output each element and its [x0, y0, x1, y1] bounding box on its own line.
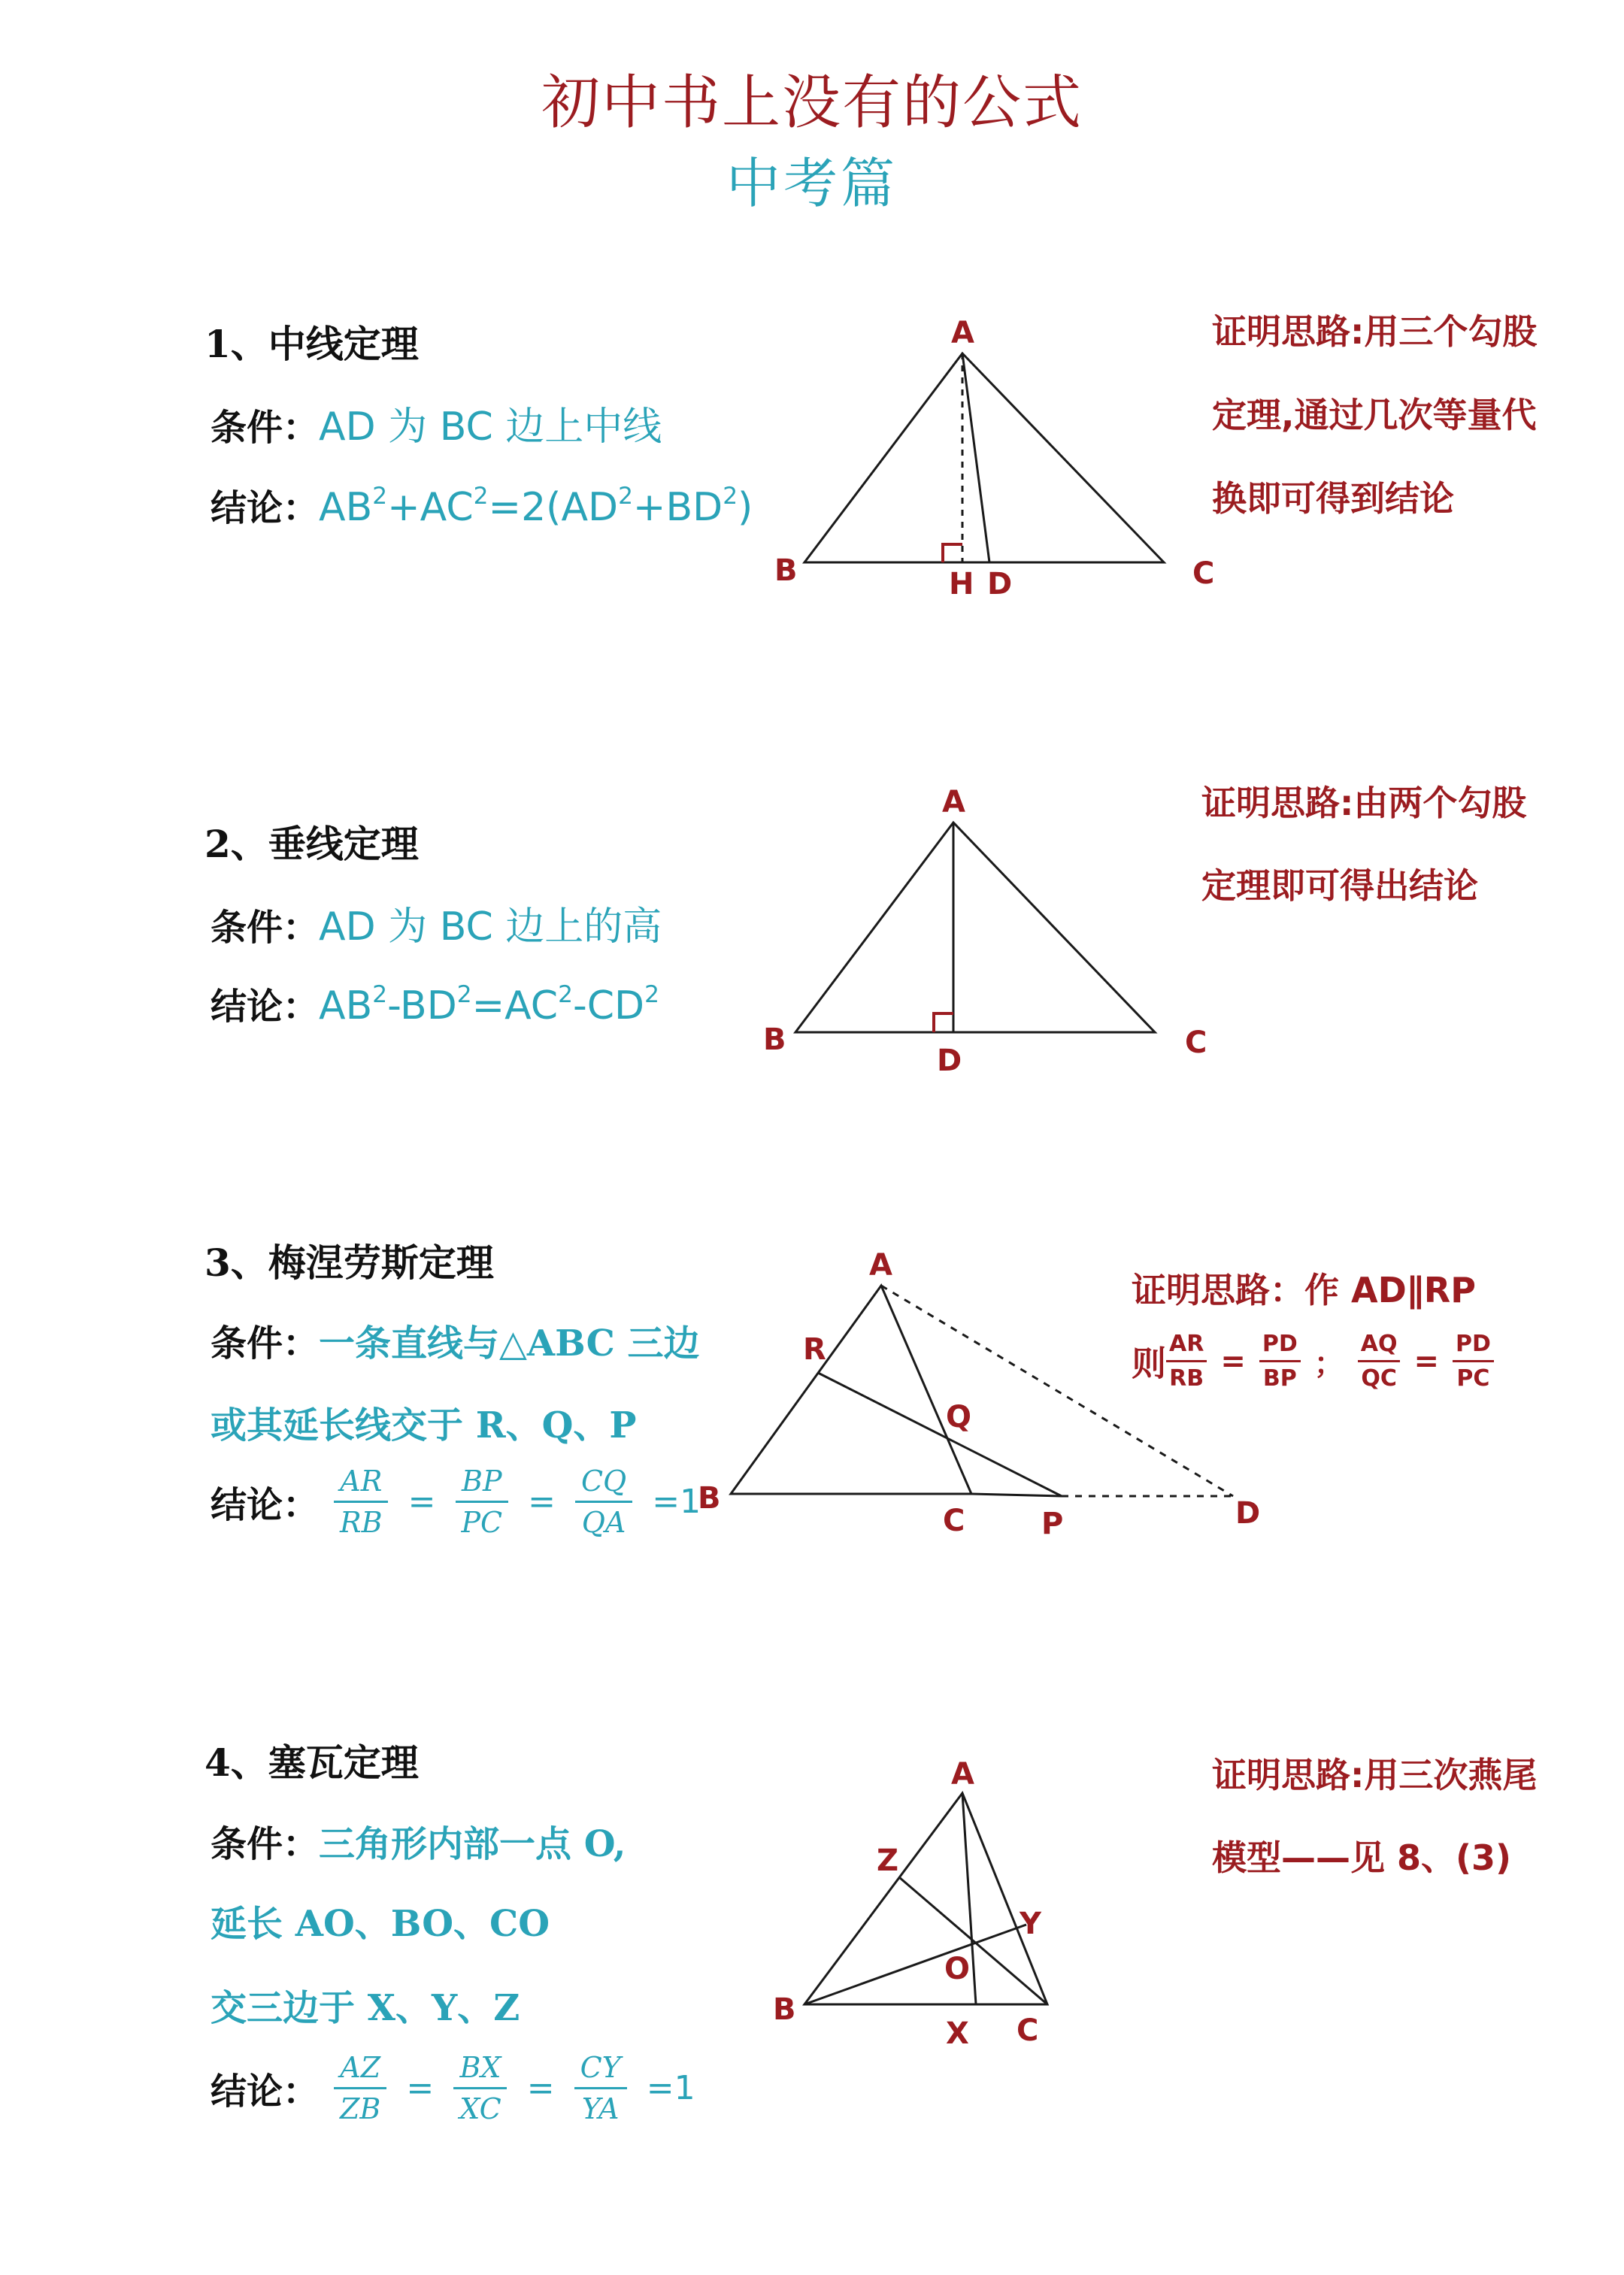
diagram-4-ceva	[804, 1793, 1047, 2004]
fraction-2: $\frac{BX}{XC}$	[453, 2051, 507, 2125]
condition-label: 条件：	[211, 1823, 320, 1865]
section-1-proof-line-2: 定理,通过几次等量代	[1212, 395, 1537, 435]
fraction-3: $\frac{CQ}{QA}$	[575, 1465, 632, 1539]
proof-fraction-4: $\frac{PD}{PC}$	[1453, 1331, 1494, 1392]
transversal-rp	[818, 1373, 1062, 1496]
condition-label: 条件：	[211, 407, 320, 449]
triangle-abc	[795, 822, 1155, 1032]
condition-text-line-1: 三角形内部一点 O,	[319, 1823, 626, 1865]
conclusion-label: 结论：	[211, 1484, 320, 1526]
equals-sign: =	[406, 2069, 435, 2107]
fraction-3: $\frac{CY}{YA}$	[574, 2051, 627, 2125]
point-label-a: A	[951, 1757, 974, 1792]
section-2-proof-line-2: 定理即可得出结论	[1201, 865, 1478, 906]
page-title: 初中书上没有的公式	[541, 69, 1083, 137]
diagram-1-median	[804, 353, 1164, 562]
point-label-c: C	[943, 1504, 965, 1538]
section-1-proof-line-3: 换即可得到结论	[1212, 478, 1454, 519]
point-label-q: Q	[946, 1400, 972, 1434]
condition-text-line-2: 延长 AO、BO、CO	[211, 1903, 550, 1945]
point-label-b: B	[773, 1992, 796, 2027]
point-label-a: A	[951, 316, 974, 350]
median-ad	[962, 353, 989, 562]
proof-fraction-3: $\frac{AQ}{QC}$	[1358, 1331, 1401, 1392]
point-label-r: R	[803, 1332, 826, 1367]
point-label-z: Z	[877, 1843, 899, 1878]
conclusion-formula: $AB^2-BD^2=AC^2-CD^2$	[319, 981, 659, 1028]
triangle-abc	[804, 353, 1164, 562]
dashed-ad	[881, 1286, 1233, 1496]
point-label-c: C	[1017, 2013, 1039, 2048]
condition-text-line-2: 或其延长线交于 R、Q、P	[211, 1404, 637, 1446]
right-angle-mark	[943, 544, 962, 562]
cevian-by	[804, 1925, 1026, 2004]
page-subtitle: 中考篇	[726, 152, 898, 215]
conclusion-label: 结论：	[211, 2071, 320, 2113]
point-label-d: D	[937, 1044, 962, 1078]
fraction-1: $\frac{AZ}{ZB}$	[334, 2051, 386, 2125]
point-label-c: C	[1192, 556, 1215, 591]
equals-sign: =	[408, 1483, 436, 1521]
condition-text-line-1: 一条直线与△ABC 三边	[319, 1322, 700, 1365]
point-label-c: C	[1185, 1025, 1207, 1060]
point-label-b: B	[774, 553, 798, 588]
point-label-h: H	[949, 567, 974, 601]
point-label-d: D	[987, 567, 1013, 601]
equals-sign: =	[526, 2069, 555, 2107]
section-3-proof-title: 证明思路：作 AD∥RP	[1132, 1270, 1476, 1310]
conclusion-formula: $AB^2+AC^2=2(AD^2+BD^2)$	[319, 483, 753, 530]
point-label-y: Y	[1020, 1907, 1041, 1941]
section-1-title: 1、中线定理	[205, 322, 419, 366]
point-label-x: X	[946, 2016, 969, 2051]
conclusion-label: 结论：	[211, 986, 320, 1028]
condition-label: 条件：	[211, 907, 320, 949]
section-2-title: 2、垂线定理	[205, 822, 419, 866]
condition-label: 条件：	[211, 1322, 320, 1365]
point-label-a: A	[869, 1248, 892, 1283]
condition-text-line-3: 交三边于 X、Y、Z	[211, 1987, 520, 2029]
line-cp	[971, 1494, 1062, 1496]
condition-text: AD 为 BC 边上的高	[319, 904, 662, 950]
fraction-2: $\frac{BP}{PC}$	[455, 1465, 508, 1539]
section-4-proof-line-1: 证明思路:用三次燕尾	[1212, 1755, 1538, 1795]
proof-fraction-2: $\frac{PD}{BP}$	[1259, 1331, 1301, 1392]
equals-sign: =	[528, 1483, 556, 1521]
point-label-b: B	[698, 1481, 721, 1516]
diagram-2-perpendicular	[795, 822, 1155, 1032]
point-label-p: P	[1041, 1507, 1064, 1541]
point-label-d: D	[1235, 1496, 1261, 1531]
section-3-title: 3、梅涅劳斯定理	[205, 1240, 494, 1285]
section-4-title: 4、塞瓦定理	[205, 1740, 419, 1785]
equals-one: =1	[652, 1483, 701, 1521]
section-2-proof-line-1: 证明思路:由两个勾股	[1201, 783, 1527, 823]
right-angle-mark	[934, 1013, 953, 1032]
condition-text: AD 为 BC 边上中线	[319, 404, 662, 450]
section-4-proof-line-2: 模型——见 8、(3)	[1212, 1837, 1512, 1878]
point-label-o: O	[944, 1952, 971, 1986]
point-label-b: B	[763, 1022, 786, 1057]
point-label-a: A	[942, 785, 965, 819]
equals-one: =1	[646, 2069, 695, 2107]
section-1-proof-line-1: 证明思路:用三个勾股	[1212, 311, 1538, 352]
conclusion-label: 结论：	[211, 487, 320, 529]
section-3-proof-formula: 则 $\frac{AR}{RB}$ = $\frac{PD}{BP}$ ； $\frac{AQ}{QC}$ = $\frac{PD}{PC}$	[1132, 1331, 1494, 1392]
proof-fraction-1: $\frac{AR}{RB}$	[1166, 1331, 1207, 1392]
diagram-3-menelaus	[731, 1286, 1233, 1496]
fraction-1: $\frac{AR}{RB}$	[334, 1465, 389, 1539]
